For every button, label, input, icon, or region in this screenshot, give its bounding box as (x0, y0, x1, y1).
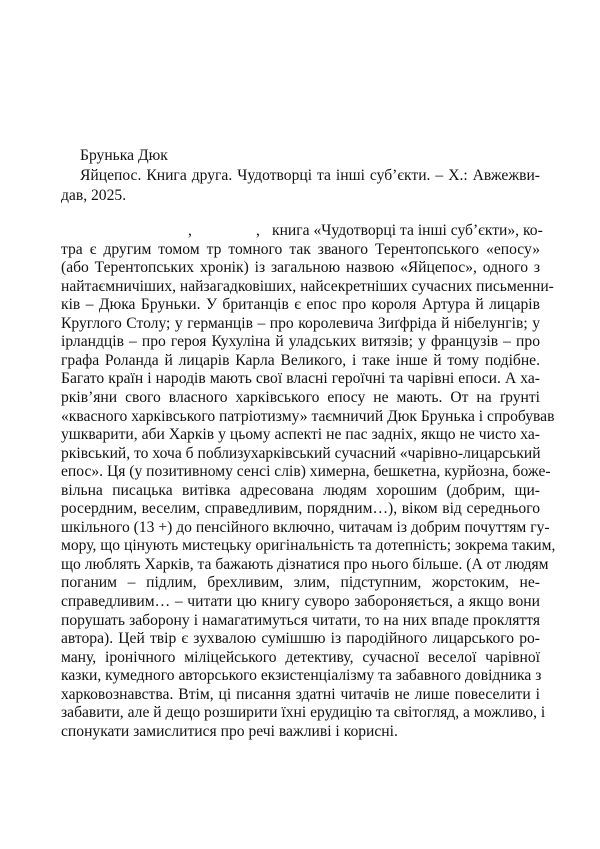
book-author: Брунька Дюк (80, 147, 168, 164)
annotation-line: рків’яни свого власного харківського епосу не мають. От на ґрунті (61, 388, 540, 406)
annotation-line: ушкварити, аби Харків у цьому аспекті не пас задніх, якщо не чисто ха- (61, 426, 540, 444)
annotation-line: забавити, але й дещо розширити їхні ерудицію та світогляд, а можливо, і (61, 704, 546, 722)
blank-comma: , (256, 222, 260, 239)
annotation-line: автора). Цей твір є зухвалою сумішшю із пародійного лицарського ро- (61, 630, 540, 648)
annotation-line: «квасного харківського патріотизму» таємничий Дюк Брунька і спробував (61, 407, 555, 425)
annotation-line: графа Роланда й лицарів Карла Великого, і таке інше й тому подібне. (61, 351, 540, 369)
annotation-line: ірландців – про героя Кухуліна й уладських витязів; у французів – про (61, 333, 540, 351)
annotation-line: що люблять Харків, та бажають дізнатися про нього більше. (А от людям (61, 555, 549, 573)
annotation-line: шкільного (13 +) до пенсійного включно, читачам із добрим почуттям гу- (61, 518, 550, 536)
annotation-line: (або Терентопських хронік) із загальною назвою «Яйцепос», одного з (61, 259, 540, 277)
annotation-line: казки, кумедного авторського екзистенціалізму та забавного довідника з (61, 667, 542, 685)
annotation-line: ману, іронічного міліцейського детективу, сучасної веселої чарівної (61, 648, 540, 666)
annotation-line: найтаємничіших, найзагадковіших, найсекретніших сучасних письменни- (61, 277, 554, 295)
annotation-line: Круглого Столу; у германців – про королевича Зиґфріда й нібелунгів; у (61, 314, 540, 332)
annotation-line: справедливим… – читати цю книгу суворо забороняється, а якщо вони (61, 593, 540, 610)
annotation-line: мору, що цінують мистецьку оригінальність та дотепність; зокрема таким, (61, 537, 556, 555)
annotation-line: поганим – підлим, брехливим, злим, підступним, жорстоким, не- (61, 574, 540, 592)
blank-comma: , (188, 222, 192, 239)
annotation-line: ків – Дюка Бруньки. У британців є епос про короля Артура й лицарів (61, 296, 540, 314)
annotation-line: харковознавства. Втім, ці писання здатні читачів не лише повеселити і (61, 685, 540, 703)
annotation-line: тра є другим томом тр томного так званого Терентопського «епосу» (61, 240, 540, 258)
book-title-continuation: дав, 2025. (61, 187, 127, 204)
annotation-line: книга «Чудотворці та інші суб’єкти», ко- (272, 222, 543, 239)
annotation-line: спонукати замислитися про речі важливі і корисні. (61, 722, 398, 740)
annotation-line: Багато країн і народів мають свої власні героїчні та чарівні епоси. А ха- (61, 370, 540, 388)
annotation-line: епос». Ця (у позитивному сенсі слів) химерна, бешкетна, курйозна, боже- (61, 463, 551, 481)
annotation-line: росердним, веселим, справедливим, порядним…), віком від середнього (61, 500, 540, 518)
annotation-line: порушать заборону і намагатимуться читати, то на них впаде прокляття (61, 611, 540, 629)
annotation-line: рківський, то хоча б поблизухарківський сучасний «чарівно-лицарський (61, 444, 541, 462)
book-title: Яйцепос. Книга друга. Чудотворці та інші суб’єкти. – Х.: Авжежви- (80, 167, 540, 184)
annotation-line: вільна писацька витівка адресована людям хорошим (добрим, щи- (61, 481, 540, 499)
